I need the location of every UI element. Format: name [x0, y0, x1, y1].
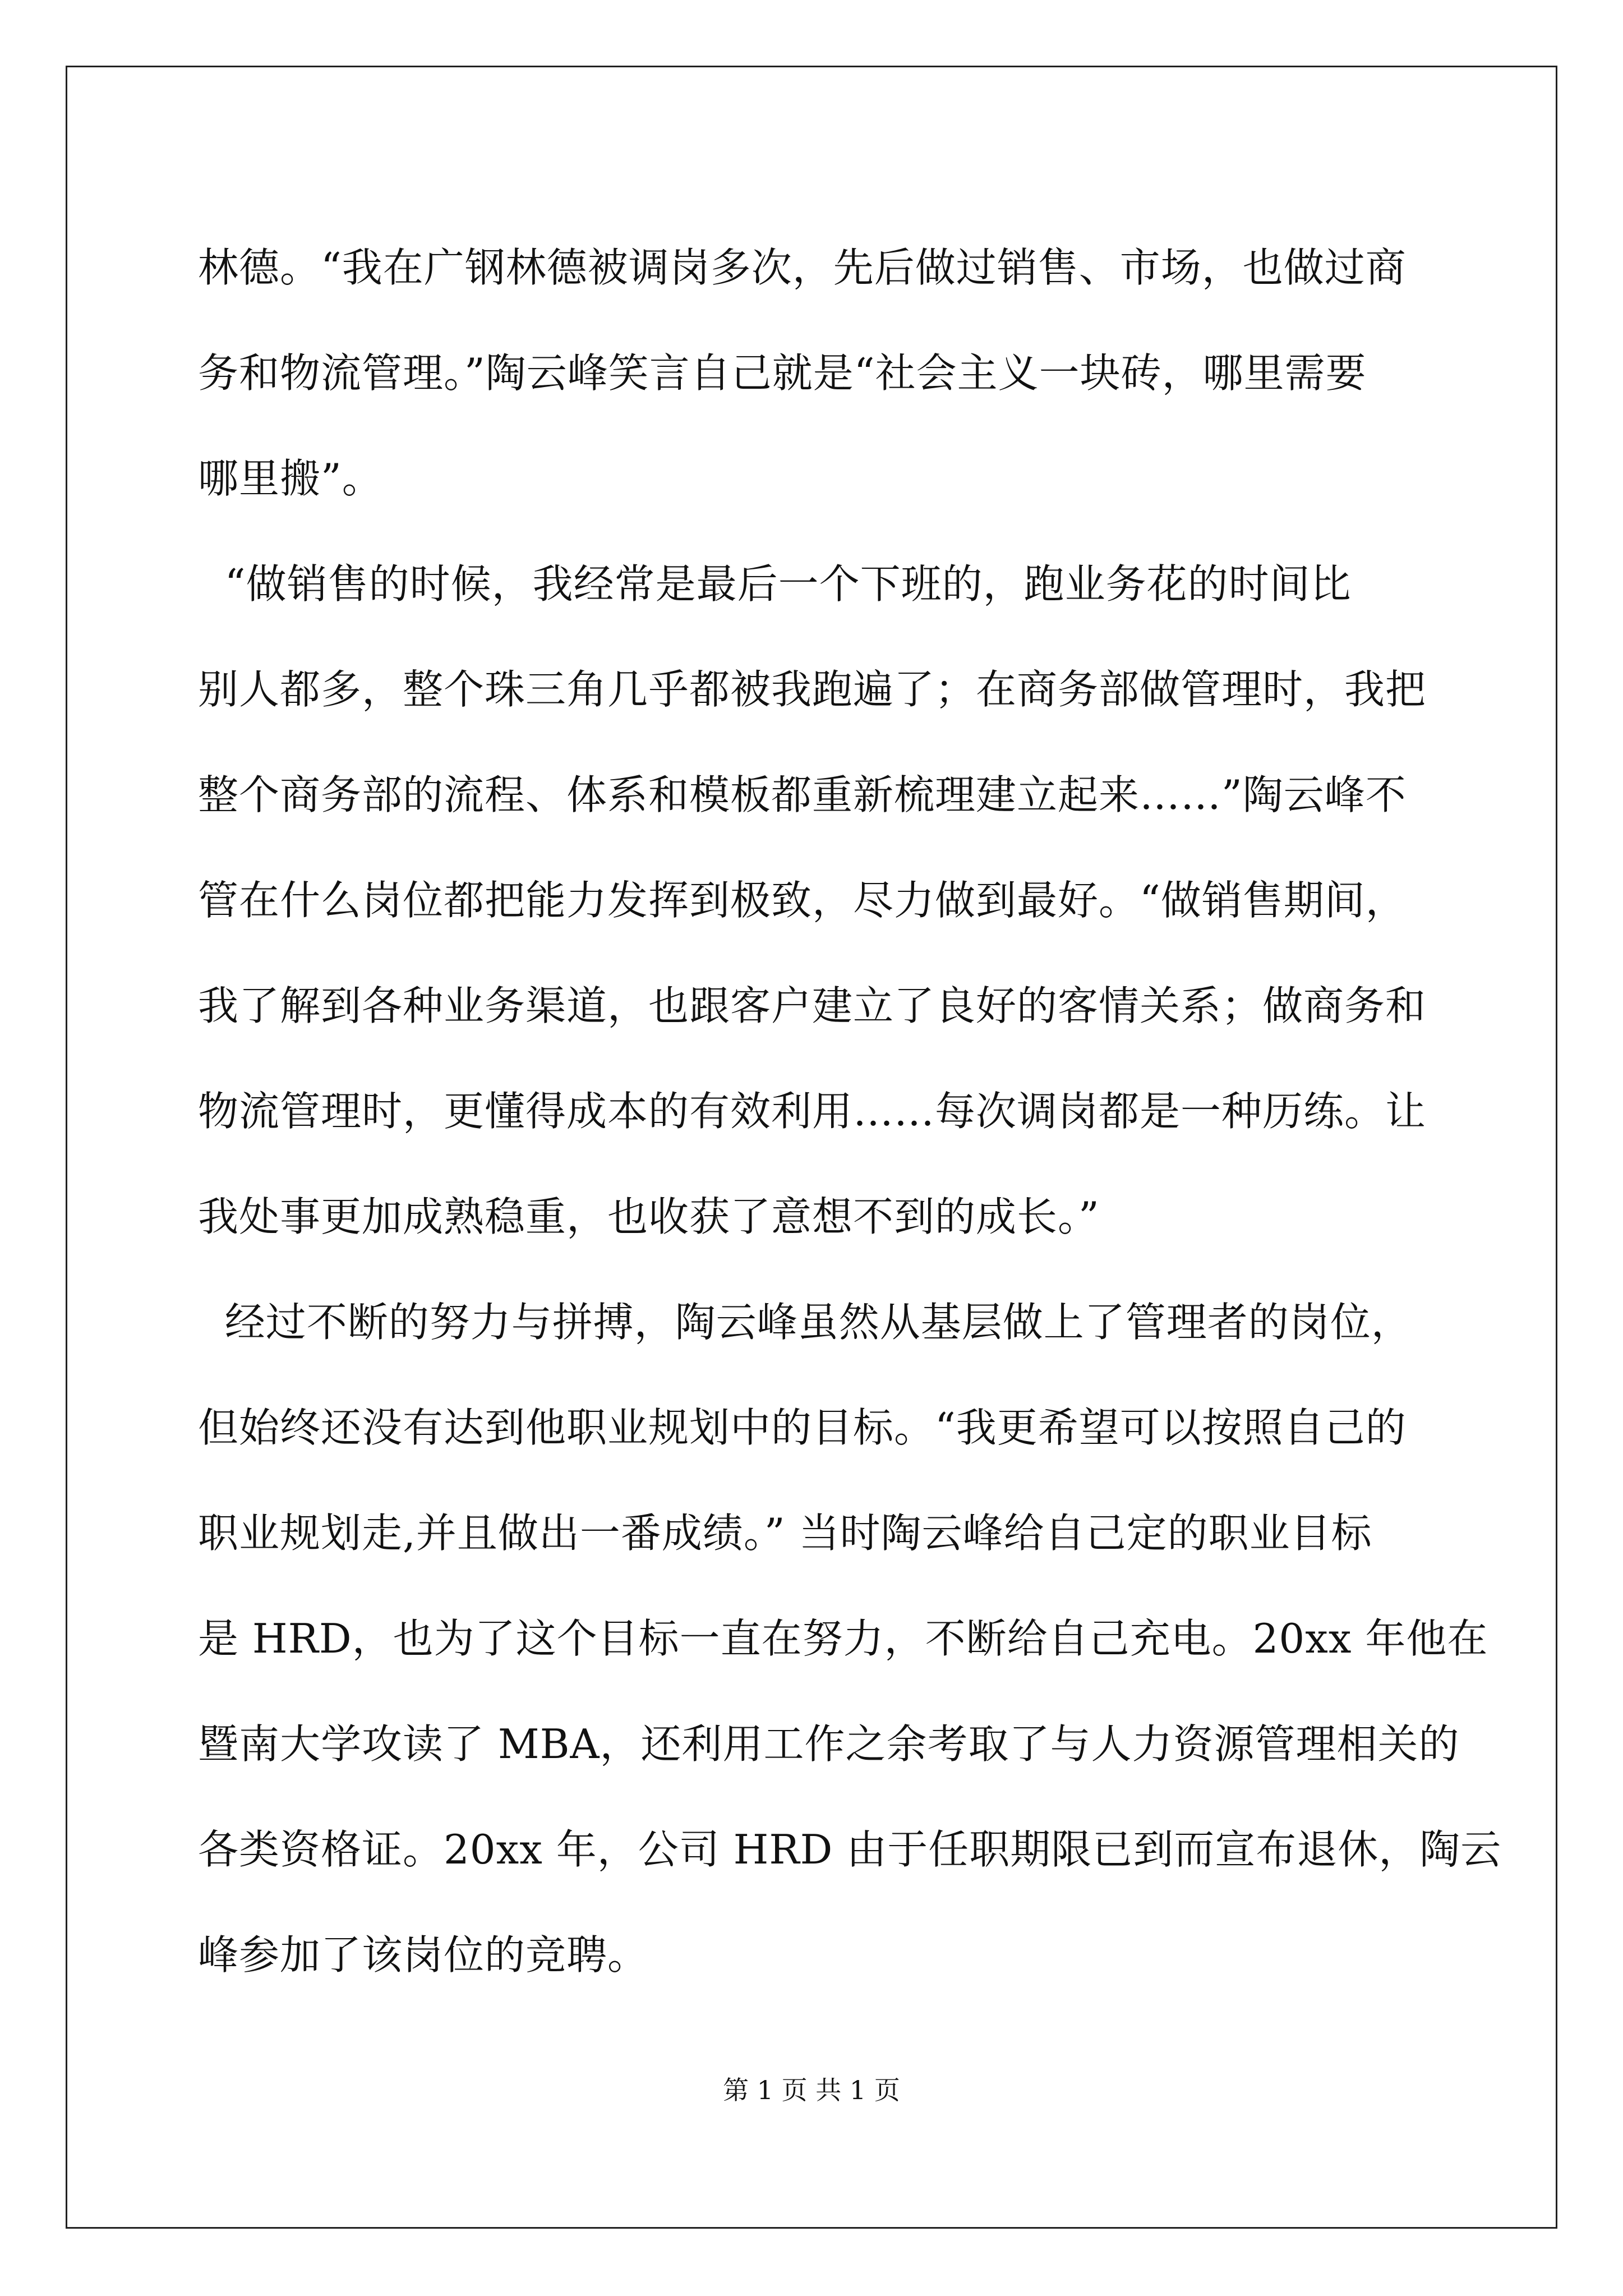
text-line: 我处事更加成熟稳重，也收获了意想不到的成长。”: [198, 1193, 1100, 1240]
text-line: 整个商务部的流程、体系和模板都重新梳理建立起来……”陶云峰不: [198, 771, 1407, 818]
text-line: 物流管理时，更懂得成本的有效利用……每次调岗都是一种历练。让: [198, 1088, 1427, 1135]
text-line: 哪里搬”。: [198, 455, 383, 502]
text-line: 管在什么岗位都把能力发挥到极致，尽力做到最好。“做销售期间，: [198, 877, 1407, 924]
text-line: 各类资格证。20xx 年，公司 HRD 由于任职期限已到而宣布退休，陶云: [198, 1826, 1502, 1873]
text-line: 但始终还没有达到他职业规划中的目标。“我更希望可以按照自己的: [198, 1404, 1407, 1451]
page-footer: [0, 2073, 1623, 2107]
text-line: 别人都多，整个珠三角几乎都被我跑遍了；在商务部做管理时，我把: [198, 666, 1427, 713]
text-line: 峰参加了该岗位的竞聘。: [198, 1931, 649, 1978]
text-line: 林德。“我在广钢林德被调岗多次，先后做过销售、市场，也做过商: [198, 244, 1407, 291]
text-line: “做销售的时候，我经常是最后一个下班的，跑业务花的时间比: [198, 560, 1352, 608]
text-line: 经过不断的努力与拼搏，陶云峰虽然从基层做上了管理者的岗位，: [198, 1299, 1412, 1346]
text-line: 我了解到各种业务渠道，也跟客户建立了良好的客情关系；做商务和: [198, 982, 1427, 1029]
text-line: 务和物流管理。”陶云峰笑言自己就是“社会主义一块砖，哪里需要: [198, 349, 1367, 397]
text-line: 是 HRD，也为了这个目标一直在努力，不断给自己充电。20xx 年他在: [198, 1615, 1488, 1662]
text-line: 职业规划走,并且做出一番成绩。” 当时陶云峰给自己定的职业目标: [198, 1510, 1372, 1557]
page-number: 第 1 页 共 1 页: [723, 2075, 900, 2105]
text-line: 暨南大学攻读了 MBA，还利用工作之余考取了与人力资源管理相关的: [198, 1720, 1460, 1768]
document-body: [198, 215, 1502, 2008]
